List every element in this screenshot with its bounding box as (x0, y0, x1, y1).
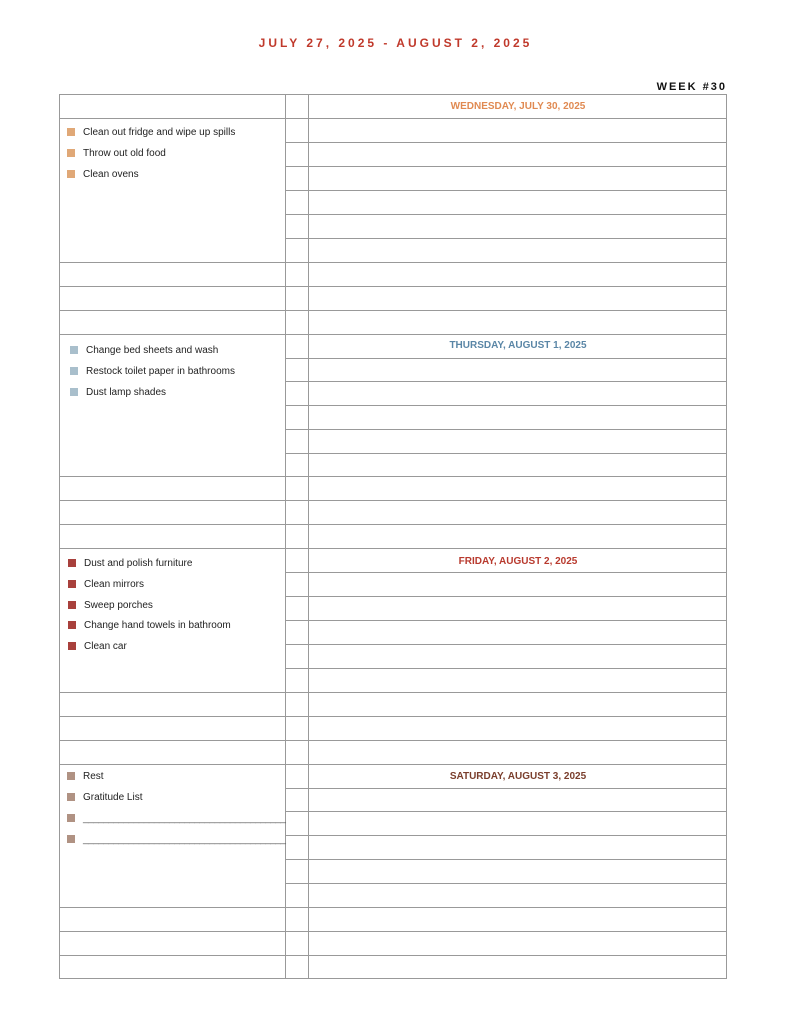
grid-line (59, 262, 727, 263)
grid-line (59, 907, 727, 908)
grid-line (285, 405, 727, 406)
grid-line (285, 166, 727, 167)
grid-line (285, 883, 727, 884)
checkbox-icon[interactable] (68, 621, 76, 629)
grid-line (285, 644, 727, 645)
checkbox-icon[interactable] (67, 835, 75, 843)
grid-line (285, 453, 727, 454)
checkbox-icon[interactable] (67, 128, 75, 136)
task-item[interactable]: Clean out fridge and wipe up spills (67, 126, 235, 140)
checkbox-icon[interactable] (67, 793, 75, 801)
grid-line (59, 118, 727, 119)
day-heading-saturday: SATURDAY, AUGUST 3, 2025 (449, 771, 587, 782)
grid-line (59, 524, 727, 525)
grid-line (285, 429, 727, 430)
checkbox-icon[interactable] (70, 388, 78, 396)
grid-line (59, 334, 727, 335)
grid-line (285, 596, 727, 597)
grid-line (59, 500, 727, 501)
task-item[interactable]: Rest (67, 770, 104, 784)
checkbox-icon[interactable] (67, 149, 75, 157)
checkbox-icon[interactable] (68, 580, 76, 588)
grid-line (285, 668, 727, 669)
task-item[interactable]: Clean car (68, 640, 127, 654)
task-item[interactable]: ________________________________________ (67, 812, 285, 826)
grid-line (285, 358, 727, 359)
day-heading-wednesday: WEDNESDAY, JULY 30, 2025 (450, 101, 586, 112)
grid-line (285, 859, 727, 860)
task-item[interactable]: Change hand towels in bathroom (68, 619, 231, 633)
checkbox-icon[interactable] (70, 346, 78, 354)
day-heading-friday: FRIDAY, AUGUST 2, 2025 (458, 556, 578, 567)
grid-line (59, 286, 727, 287)
grid-line (59, 716, 727, 717)
task-item[interactable]: Gratitude List (67, 791, 142, 805)
grid-line (285, 238, 727, 239)
grid-line (285, 572, 727, 573)
grid-line (285, 811, 727, 812)
grid-line (59, 931, 727, 932)
grid-line (59, 692, 727, 693)
grid-line (59, 548, 727, 549)
grid-line (59, 740, 727, 741)
grid-line (285, 142, 727, 143)
task-item[interactable]: Dust lamp shades (70, 386, 166, 400)
checkbox-icon[interactable] (67, 814, 75, 822)
week-number: WEEK #30 (656, 81, 727, 93)
task-item[interactable]: Clean ovens (67, 168, 139, 182)
task-item[interactable]: Change bed sheets and wash (70, 344, 218, 358)
page-title: JULY 27, 2025 - AUGUST 2, 2025 (258, 36, 533, 50)
task-item[interactable]: Dust and polish furniture (68, 557, 192, 571)
grid-line (59, 955, 727, 956)
checkbox-icon[interactable] (70, 367, 78, 375)
grid-line (285, 788, 727, 789)
grid-line (59, 764, 727, 765)
checkbox-icon[interactable] (67, 772, 75, 780)
grid-line (59, 476, 727, 477)
grid-line (59, 310, 727, 311)
task-item[interactable]: Clean mirrors (68, 578, 144, 592)
day-heading-thursday: THURSDAY, AUGUST 1, 2025 (449, 340, 587, 351)
task-item[interactable]: Sweep porches (68, 599, 153, 613)
checkbox-icon[interactable] (68, 559, 76, 567)
grid-line (285, 190, 727, 191)
checkbox-icon[interactable] (68, 642, 76, 650)
task-item[interactable]: ________________________________________ (67, 833, 285, 847)
grid-line (285, 214, 727, 215)
checkbox-icon[interactable] (68, 601, 76, 609)
checkbox-icon[interactable] (67, 170, 75, 178)
grid-line (285, 835, 727, 836)
grid-divider-right (308, 94, 309, 979)
grid-line (285, 620, 727, 621)
task-item[interactable]: Restock toilet paper in bathrooms (70, 365, 235, 379)
task-item[interactable]: Throw out old food (67, 147, 166, 161)
grid-line (285, 381, 727, 382)
